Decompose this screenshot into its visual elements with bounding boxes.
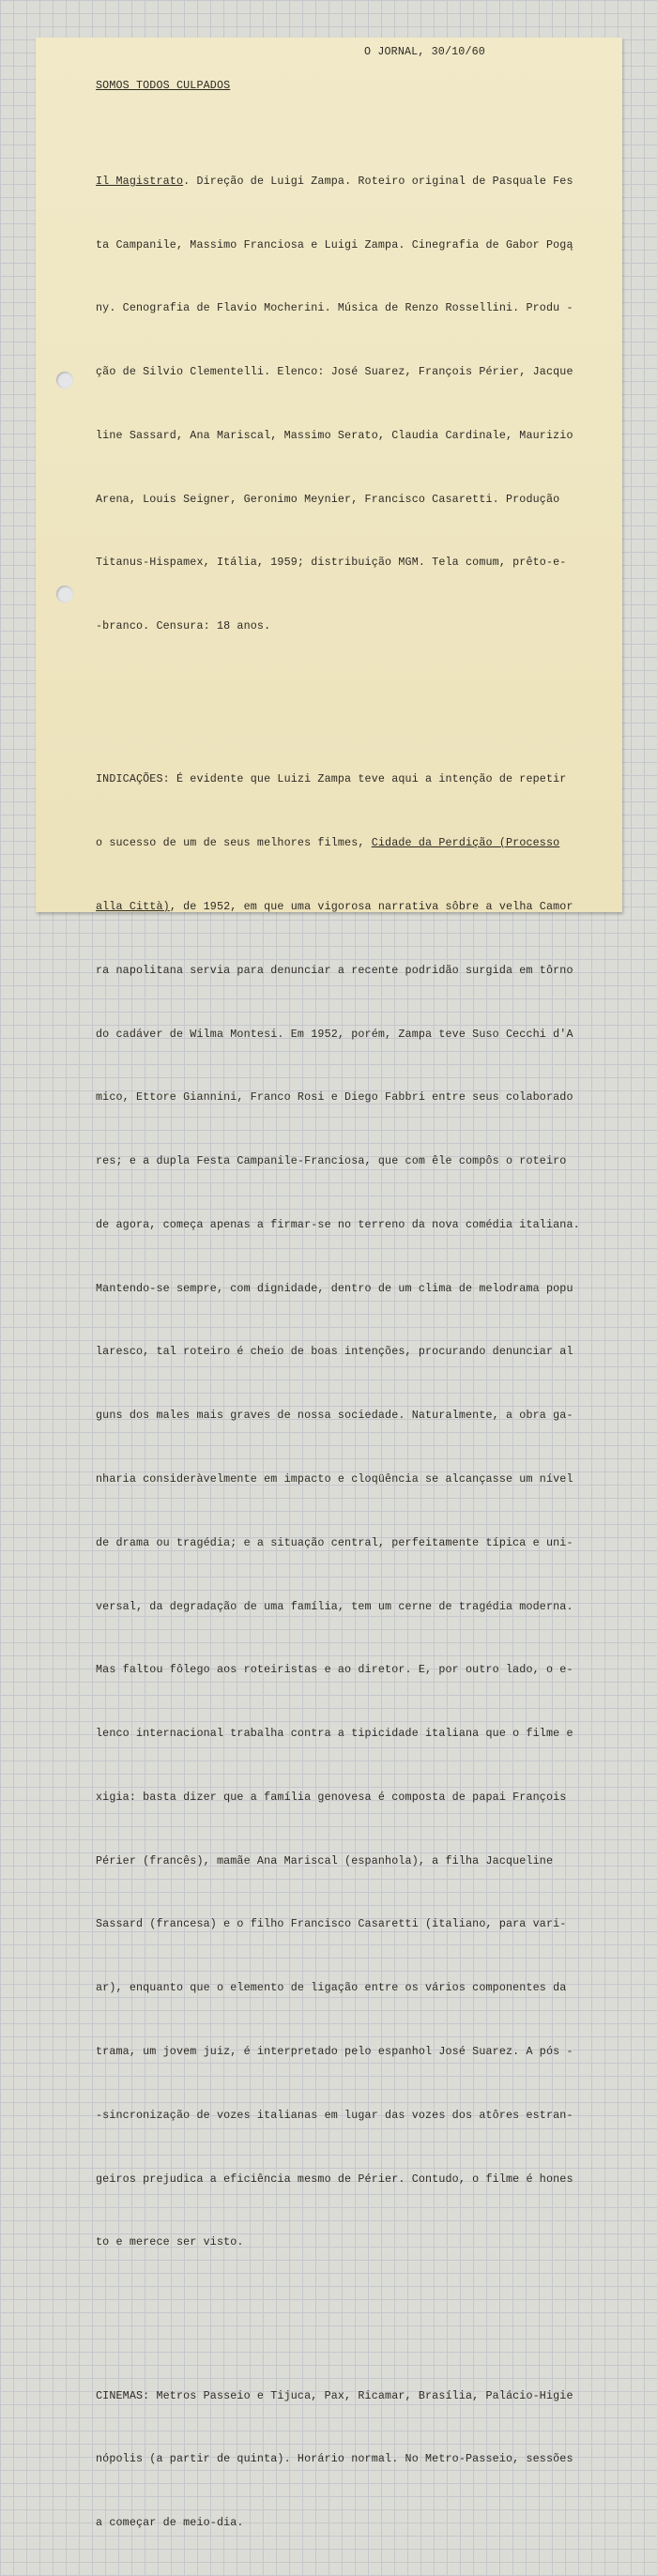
- review-line: geiros prejudica a eficiência mesmo de Périer. Contudo, o filme é hones: [96, 2172, 573, 2186]
- referenced-film-title: Cidade da Perdição (Processo: [371, 836, 560, 850]
- review-line: xigia: basta dizer que a família genovesa é composta de papai François: [96, 1790, 567, 1804]
- punch-hole: [56, 586, 73, 602]
- credits-line: line Sassard, Ana Mariscal, Massimo Serato, Claudia Cardinale, Maurizio: [96, 428, 573, 442]
- credits-line: -branco. Censura: 18 anos.: [96, 619, 271, 633]
- review-line: versal, da degradação de uma família, tem um cerne de tragédia moderna.: [96, 1599, 573, 1613]
- review-line: Mas faltou fôlego aos roteiristas e ao diretor. E, por outro lado, o e-: [96, 1663, 573, 1677]
- cinemas-line: nópolis (a partir de quinta). Horário normal. No Metro-Passeio, sessões: [96, 2452, 573, 2466]
- review-line: Périer (francês), mamãe Ana Mariscal (espanhola), a filha Jacqueline: [96, 1853, 554, 1867]
- review-line: trama, um jovem juiz, é interpretado pelo espanhol José Suarez. A pós -: [96, 2045, 573, 2059]
- review-line: to e merece ser visto.: [96, 2235, 244, 2249]
- review-line: o sucesso de um de seus melhores filmes, Cidade da Perdição (Processo: [96, 836, 560, 850]
- review-line: INDICAÇÕES: É evidente que Luizi Zampa teve aqui a intenção de repetir: [96, 772, 567, 786]
- review-line: alla Città), de 1952, em que uma vigorosa narrativa sôbre a velha Camor: [96, 899, 573, 913]
- article-title: SOMOS TODOS CULPADOS: [96, 79, 231, 92]
- review-line: mico, Ettore Giannini, Franco Rosi e Diego Fabbri entre seus colaborado: [96, 1090, 573, 1105]
- review-line: de agora, começa apenas a firmar-se no terreno da nova comédia italiana.: [96, 1217, 580, 1231]
- review-line: ra napolitana servia para denunciar a recente podridão surgida em tôrno: [96, 963, 573, 977]
- credits-line: Il Magistrato. Direção de Luigi Zampa. Roteiro original de Pasquale Fes: [96, 174, 573, 188]
- review-line: Sassard (francesa) e o filho Francisco Casaretti (italiano, para vari-: [96, 1917, 567, 1931]
- review-line: nharia consideràvelmente em impacto e cloqüência se alcançasse um nível: [96, 1472, 573, 1486]
- article-body: [96, 107, 580, 2576]
- review-line: -sincronização de vozes italianas em lugar das vozes dos atôres estran-: [96, 2108, 573, 2122]
- review-line: do cadáver de Wilma Montesi. Em 1952, porém, Zampa teve Suso Cecchi d'A: [96, 1027, 573, 1041]
- cinemas-line: a começar de meio-dia.: [96, 2516, 244, 2530]
- review-line: ar), enquanto que o elemento de ligação entre os vários componentes da: [96, 1981, 567, 1995]
- cinemas-line: CINEMAS: Metros Passeio e Tijuca, Pax, Ricamar, Brasília, Palácio-Higie: [96, 2388, 573, 2402]
- credits-line: ta Campanile, Massimo Franciosa e Luigi Zampa. Cinegrafia de Gabor Pogą: [96, 237, 573, 252]
- film-title: Il Magistrato: [96, 174, 184, 188]
- credits-line: ny. Cenografia de Flavio Mocherini. Música de Renzo Rossellini. Produ -: [96, 301, 573, 315]
- review-line: de drama ou tragédia; e a situação central, perfeitamente típica e uni-: [96, 1535, 573, 1549]
- review-line: laresco, tal roteiro é cheio de boas intenções, procurando denunciar al: [96, 1345, 573, 1359]
- credits-line: Titanus-Hispamex, Itália, 1959; distribuição MGM. Tela comum, prêto-e-: [96, 556, 567, 570]
- review-line: lenco internacional trabalha contra a tipicidade italiana que o filme e: [96, 1727, 573, 1741]
- review-line: Mantendo-se sempre, com dignidade, dentro de um clima de melodrama popu: [96, 1281, 573, 1295]
- newspaper-date: O JORNAL, 30/10/60: [364, 45, 485, 58]
- review-line: res; e a dupla Festa Campanile-Franciosa, que com êle compôs o roteiro: [96, 1154, 567, 1168]
- punch-hole: [56, 372, 73, 389]
- review-line: guns dos males mais graves de nossa sociedade. Naturalmente, a obra ga-: [96, 1409, 573, 1423]
- referenced-film-title: alla Città): [96, 899, 170, 913]
- credits-line: ção de Silvio Clementelli. Elenco: José Suarez, François Périer, Jacque: [96, 365, 573, 379]
- typewritten-sheet: [36, 38, 622, 2530]
- credits-line: Arena, Louis Seigner, Geronimo Meynier, Francisco Casaretti. Produção: [96, 492, 560, 506]
